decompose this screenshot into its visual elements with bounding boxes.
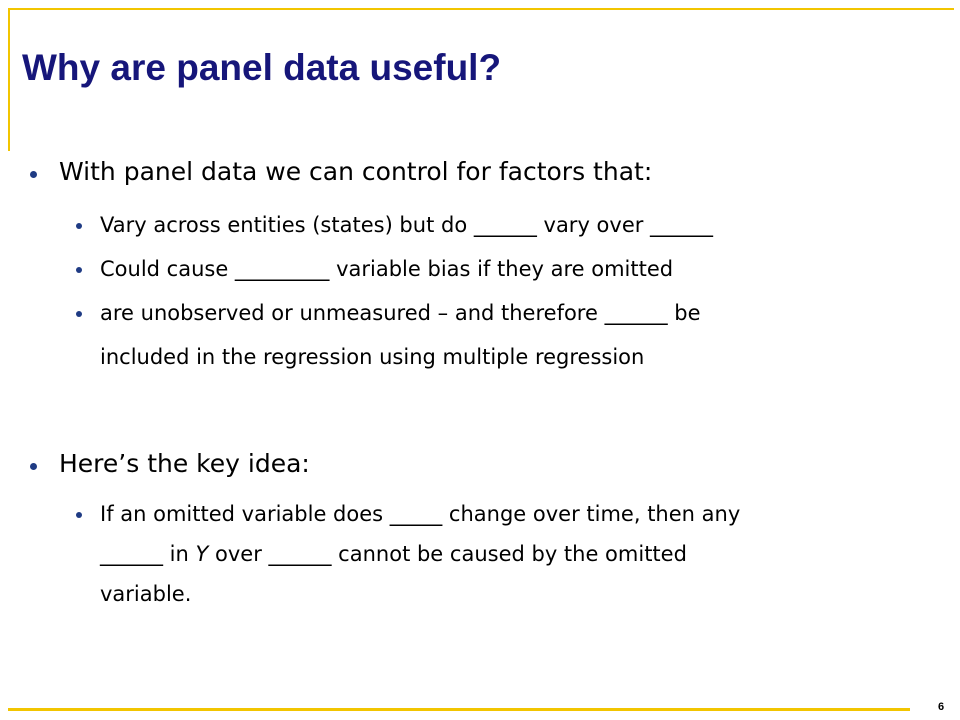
subbullet-text-line-1: If an omitted variable does _____ change over time, then any <box>100 502 741 526</box>
bottom-accent-line <box>8 708 910 711</box>
round-dot-icon <box>76 267 82 273</box>
subbullet-text-line-1: are unobserved or unmeasured – and therefore ______ be <box>100 301 701 325</box>
text-fragment: ______ in <box>100 542 196 566</box>
page-number: 6 <box>938 701 945 713</box>
bullet-text: Here’s the key idea: <box>59 449 310 478</box>
subbullet-text: Vary across entities (states) but do ______ vary over ______ <box>100 213 714 237</box>
round-dot-icon <box>30 171 37 178</box>
round-dot-icon <box>76 512 82 518</box>
round-dot-icon <box>76 311 82 317</box>
round-dot-icon <box>30 463 37 470</box>
text-fragment: over ______ cannot be caused by the omitted <box>208 542 687 566</box>
subbullet-text-line-2 <box>100 532 687 576</box>
subbullet-text: Could cause _________ variable bias if they are omitted <box>100 257 674 281</box>
slide-title: Why are panel data useful? <box>22 47 502 88</box>
subbullet-text-line-3: variable. <box>100 582 192 606</box>
left-accent-line <box>8 8 10 151</box>
top-accent-line <box>8 8 954 10</box>
bullet-text: With panel data we can control for factors that: <box>59 157 653 186</box>
subbullet-text-line-2: included in the regression using multiple regression <box>100 345 645 369</box>
round-dot-icon <box>76 223 82 229</box>
variable-y: Y <box>195 542 209 566</box>
